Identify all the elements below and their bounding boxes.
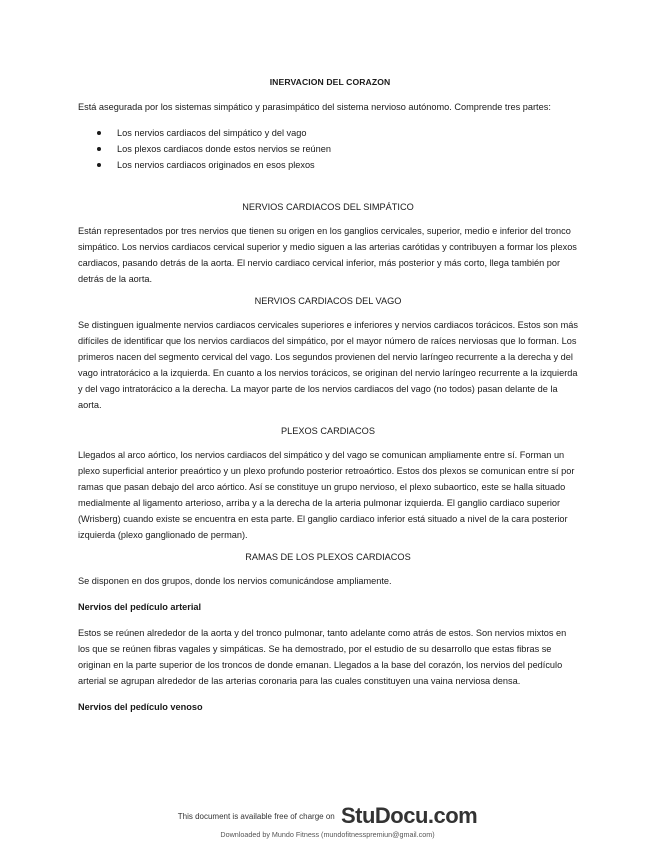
list-item — [78, 157, 578, 173]
subsection-heading-arterial: Nervios del pedículo arterial — [78, 602, 202, 612]
section-paragraph-plexos: Llegados al arco aórtico, los nervios cardiacos del simpático y del vago se comunican ampliamente entre sí. Forman un plexo superficial anterior preaórtico y un plexo profundo posterior retroaórtico. Estos dos plexos se comunican entre sí por ramas que pasan debajo del arco aórtico. Así se constituye un grupo nervioso, el plexo subaortico, este se halla situado medialmente al ligamento arterioso, arriba y a la derecha de la arteria pulmonar izquierda. El ganglio cardiaco superior (Wrisberg) cuando existe se encuentra en esta parte. El ganglio cardiaco inferior está situado a nivel de la cara posterior izquierda (plexo ganglionado de perman). — [78, 450, 575, 540]
list-item-text: Los nervios cardiacos originados en esos plexos — [117, 160, 315, 170]
subsection-paragraph-arterial: Estos se reúnen alrededor de la aorta y del tronco pulmonar, tanto adelante como atrás de estos. Son nervios mixtos en los que se reúnen fibras vagales y simpáticas. Se ha demostrado, por el estudio de su desarrollo que estas fibras se originan en la parte superior de los troncos de donde emanan. Llegados a la base del corazón, los nervios del pedículo arterial se agrupan alrededor de las arterias coronaria para las cuales constituyen una vaina nerviosa densa. — [78, 628, 567, 686]
section-heading-plexos: PLEXOS CARDIACOS — [281, 426, 375, 436]
footer-availability — [0, 803, 655, 829]
bullet-icon — [97, 163, 101, 167]
document-title: INERVACION DEL CORAZON — [269, 77, 391, 87]
section-paragraph-vago: Se distinguen igualmente nervios cardiacos cervicales superiores e inferiores y nervios cardiacos torácicos. Estos son más difíciles de identificar que los nervios cardiacos del simpático, por el mayor número de raíces nerviosas que lo forman. Los primeros nacen del segmento cervical del vago. Los segundos provienen del nervio laríngeo recurrente a la derecha y del vago intratorácico a la izquierda. En cuanto a los nervios torácicos, se originan del nervio laríngeo recurrente a la izquierda y del vago intratorácico a la derecha. La mayor parte de los nervios cardiacos del vago (no todos) pasan delante de la aorta. — [78, 320, 578, 410]
footer-available-text: This document is available free of charge on — [177, 811, 335, 821]
section-heading-vago: NERVIOS CARDIACOS DEL VAGO — [254, 296, 402, 306]
list-item-text: Los plexos cardiacos donde estos nervios se reúnen — [117, 144, 331, 154]
subsection-heading-venoso: Nervios del pedículo venoso — [78, 702, 203, 712]
footer-downloaded-by: Downloaded by Mundo Fitness (mundofitnesspremiun@gmail.com) — [220, 830, 435, 839]
section-paragraph-ramas: Se disponen en dos grupos, donde los nervios comunicándose ampliamente. — [78, 576, 392, 586]
list-item — [78, 141, 578, 157]
bullet-icon — [97, 131, 101, 135]
studocu-logo[interactable]: StuDocu.com — [340, 803, 478, 828]
parts-list — [78, 125, 578, 173]
document-content — [78, 77, 578, 725]
bullet-icon — [97, 147, 101, 151]
section-heading-ramas: RAMAS DE LOS PLEXOS CARDIACOS — [245, 552, 411, 562]
section-heading-simpatico: NERVIOS CARDIACOS DEL SIMPÁTICO — [242, 202, 414, 212]
intro-paragraph: Está asegurada por los sistemas simpático y parasimpático del sistema nervioso autónomo. Comprende tres partes: — [78, 102, 551, 112]
section-paragraph-simpatico: Están representados por tres nervios que tienen su origen en los ganglios cervicales, superior, medio e inferior del tronco simpático. Los nervios cardiacos cervical superior y medio siguen a las arterias carótidas y contribuyen a formar los plexos cardiacos, pasando detrás de la aorta. El nervio cardiaco cervical inferior, más posterior y más corto, llega también por detrás de la aorta. — [78, 226, 577, 284]
list-item-text: Los nervios cardiacos del simpático y del vago — [117, 128, 307, 138]
list-item — [78, 125, 578, 141]
